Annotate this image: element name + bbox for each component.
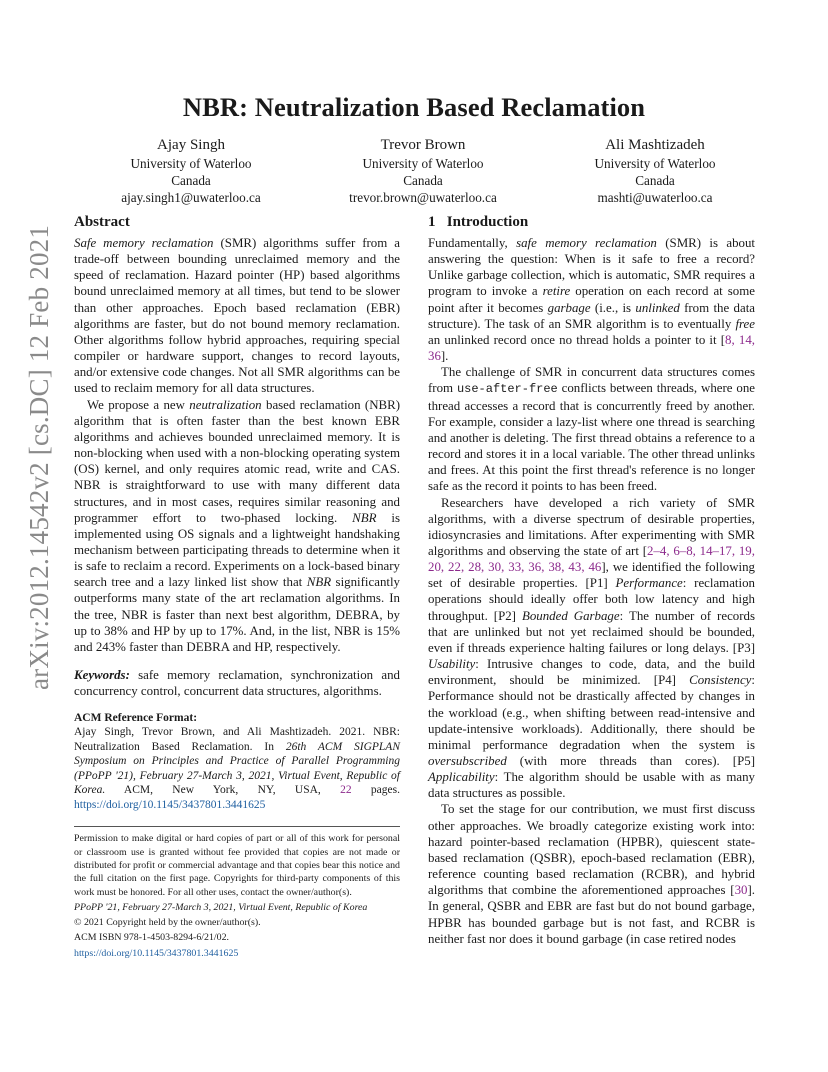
left-column xyxy=(74,212,400,962)
author-email: mashti@uwaterloo.ca xyxy=(597,190,713,205)
author-country: Canada xyxy=(403,173,443,188)
abstract-heading: Abstract xyxy=(74,214,130,230)
text: : The algorithm should be usable with as many data structures as possible. xyxy=(428,770,755,801)
text: Researchers have developed a rich variety of SMR algorithms, with a diverse spectrum of desirable properties, idiosyncrasies and limitations. After experimenting with SMR algorithms and observing the state of art [ xyxy=(428,495,755,558)
emphasis: unlinked xyxy=(635,300,680,315)
abstract-paragraph-2 xyxy=(74,397,400,656)
emphasis: Usability xyxy=(428,657,476,672)
emphasis: retire xyxy=(542,284,571,299)
acm-reference xyxy=(74,725,400,812)
emphasis: safe memory reclamation xyxy=(516,236,657,250)
text: (with more threads than cores). [P5] xyxy=(506,754,755,768)
author-name: Ali Mashtizadeh xyxy=(605,137,705,153)
pages-link[interactable]: 22 xyxy=(340,784,352,797)
permission-notice: Permission to make digital or hard copies of part or all of this work for personal or classroom use is granted without fee provided that copies are not made or distributed for profit or commercial advantage and that copies bear this notice and the full citation on the first page. Copyrights for third-party components of this work must be honored. For all other uses, contact the owner/author(s). xyxy=(74,833,400,898)
acm-reference-heading: ACM Reference Format: xyxy=(74,712,198,725)
text: : Intrusive changes to code, data, and the build environment, should be minimized. [P4] xyxy=(428,657,755,688)
keywords xyxy=(74,667,400,699)
text: operation on each record at some point after it becomes xyxy=(428,284,755,315)
keywords-label: Keywords: xyxy=(74,668,130,683)
conference-text: PPoPP '21, February 27-March 3, 2021, Virtual Event, Republic of Korea xyxy=(74,901,368,913)
emphasis: Bounded Garbage xyxy=(521,608,620,623)
citation-link[interactable]: 8, 14, 36 xyxy=(428,332,755,364)
author-3 xyxy=(539,136,771,206)
intro-paragraph-3 xyxy=(428,495,755,802)
text: Ajay Singh, Trevor Brown, and Ali Mashtizadeh. 2021. NBR: Neutralization Based Reclamation. In xyxy=(74,726,400,753)
text: from the data structure). The task of an SMR algorithm is to eventually xyxy=(428,300,755,331)
text: pages. xyxy=(351,784,400,797)
emphasis: neutralization xyxy=(189,397,262,412)
author-affiliation: University of Waterloo xyxy=(594,156,716,171)
author-email: trevor.brown@uwaterloo.ca xyxy=(349,190,497,205)
author-2 xyxy=(307,136,539,206)
author-affiliation: University of Waterloo xyxy=(130,156,252,171)
intro-paragraph-1 xyxy=(428,235,755,364)
text: : Performance should not be drastically affected by changes in the workload (e.g., when shifting between read-intensive and update-intensive workloads). Additionally, there should be minimal performance degradation when the system is xyxy=(428,673,755,752)
author-country: Canada xyxy=(635,173,675,188)
text: (SMR) is about answering the question: When is it safe to free a record? Unlike garbage collection, which is automatic, SMR requires a program to invoke a xyxy=(428,236,755,299)
citation-link[interactable]: 2–4, 6–8, 14–17, 19, 20, 22, 28, 30, 33, 36, 38, 43, 46 xyxy=(428,543,755,575)
footnote-divider xyxy=(74,826,400,827)
emphasis: free xyxy=(735,316,755,331)
author-email: ajay.singh1@uwaterloo.ca xyxy=(121,190,261,205)
section-number: 1 xyxy=(428,214,436,230)
intro-paragraph-2 xyxy=(428,364,755,494)
emphasis: oversubscribed xyxy=(428,754,507,768)
author-country: Canada xyxy=(171,173,211,188)
author-block xyxy=(75,136,771,206)
emphasis: NBR xyxy=(306,575,332,590)
emphasis: Applicability xyxy=(428,770,495,785)
code-term: use-after-free xyxy=(456,382,558,397)
emphasis: Performance xyxy=(615,576,683,591)
doi-line xyxy=(74,947,400,960)
conference-line xyxy=(74,901,400,914)
author-affiliation: University of Waterloo xyxy=(362,156,484,171)
text: ]. In general, QSBR and EBR are fast but do not bound garbage, HPBR has bounded garbage but is not fast, and RCBR is neither fast nor does it bound garbage (in case retired nodes xyxy=(428,883,755,946)
text: : reclamation operations should ideally offer both low latency and high throughput. [P2] xyxy=(428,576,755,623)
text: To set the stage for our contribution, we must first discuss other approaches. We broadly categorize existing work into: hazard pointer-based reclamation (HPBR), quiescent state-based reclamation (QSBR), epoch-based reclamation (EBR), reference counting based reclamation (RCBR), and hybrid algorithms that combine the aforementioned approaches [ xyxy=(428,802,755,898)
arxiv-stamp: arXiv:2012.14542v2 [cs.DC] 12 Feb 2021 xyxy=(24,224,54,690)
text: is implemented using OS signals and a lightweight handshaking mechanism between participating threads to determine when it is safe to reclaim a record. Experiments on a lock-based binary search tree and a lazy linked list show that xyxy=(74,510,400,590)
emphasis: garbage xyxy=(547,300,591,315)
text: (SMR) algorithms suffer from a trade-off between bounding unreclaimed memory and the speed of reclamation. Hazard pointer (HP) based algorithms bound unreclaimed memory at all times, but tend to be slower than other approaches. Epoch based reclamation (EBR) algorithms are faster, but do not bound memory reclamation. Other algorithms follow hybrid approaches, requiring special compiler or hardware support, changes to record layouts, and/or extensive code changes. Not all SMR algorithms can be used to reclaim memory for all data structures. xyxy=(74,236,400,396)
doi-link[interactable]: https://doi.org/10.1145/3437801.3441625 xyxy=(74,798,266,811)
emphasis: Consistency xyxy=(689,673,752,688)
emphasis: NBR xyxy=(352,510,377,525)
venue: 26th ACM SIGPLAN Symposium on Principles and Practice of Parallel Programming (PPoPP '21), February 27-March 3, 2021, Virtual Event, Republic of Korea. xyxy=(74,740,400,797)
permission-block xyxy=(74,832,400,960)
isbn-line: ACM ISBN 978-1-4503-8294-6/21/02. xyxy=(74,932,229,944)
section-heading-introduction xyxy=(428,212,755,232)
citation-link[interactable]: 30 xyxy=(734,883,748,898)
text: ], we identified the following set of desirable properties. [P1] xyxy=(428,560,756,591)
section-title: Introduction xyxy=(446,214,529,230)
author-name: Trevor Brown xyxy=(380,137,466,153)
right-column xyxy=(428,212,755,947)
emphasis: Safe memory reclamation xyxy=(74,236,214,250)
author-name: Ajay Singh xyxy=(157,137,225,153)
copyright-line: © 2021 Copyright held by the owner/author(s). xyxy=(74,917,261,929)
intro-paragraph-4 xyxy=(428,801,755,946)
text: : The number of records that are unlinked but not yet reclaimed should be bounded, even if threads experience halting failures or long delays. [P3] xyxy=(428,608,755,655)
text: (i.e., is xyxy=(590,300,636,315)
text: conflicts between threads, where one thread accesses a record that is concurrently freed by another. For example, consider a lazy-list where one thread is searching and another is deleting. The first thread obtains a reference to a record and stores it in a local variable. The other thread unlinks and frees. At this point the first thread's reference is no longer safe as the record it points to has been freed. xyxy=(428,381,756,494)
abstract-paragraph-1 xyxy=(74,235,400,397)
text: ]. xyxy=(440,349,449,364)
text: The challenge of SMR in concurrent data structures comes from xyxy=(428,365,755,396)
text: significantly outperforms many state of the art reclamation algorithms. In the tree, NBR is faster than next best algorithm, DEBRA, by up to 38% and HP by up to 17%. And, in the list, NBR is 15% and 243% faster than DEBRA and HP, respectively. xyxy=(74,575,400,654)
footnote-doi-link[interactable]: https://doi.org/10.1145/3437801.3441625 xyxy=(74,947,239,959)
keywords-text: safe memory reclamation, synchronization and concurrency control, concurrent data structures, algorithms. xyxy=(74,668,400,699)
text: We propose a new xyxy=(87,397,190,412)
author-1 xyxy=(75,136,307,206)
text: ACM, New York, NY, USA, xyxy=(105,784,341,797)
paper-title: NBR: Neutralization Based Reclamation xyxy=(182,92,646,122)
text: Fundamentally, xyxy=(428,236,517,250)
text: based reclamation (NBR) algorithm that is often faster than the best known EBR algorithms and achieves bounded unreclaimed memory. It is non-blocking when used with a non-blocking operating system (OS) kernel, and only requires atomic read, write and CAS. NBR is straightforward to use with many different data structures, and in most cases, requires similar reasoning and programmer effort to two-phased locking. xyxy=(74,397,400,525)
text: an unlinked record once no thread holds a pointer to it [ xyxy=(428,332,726,347)
